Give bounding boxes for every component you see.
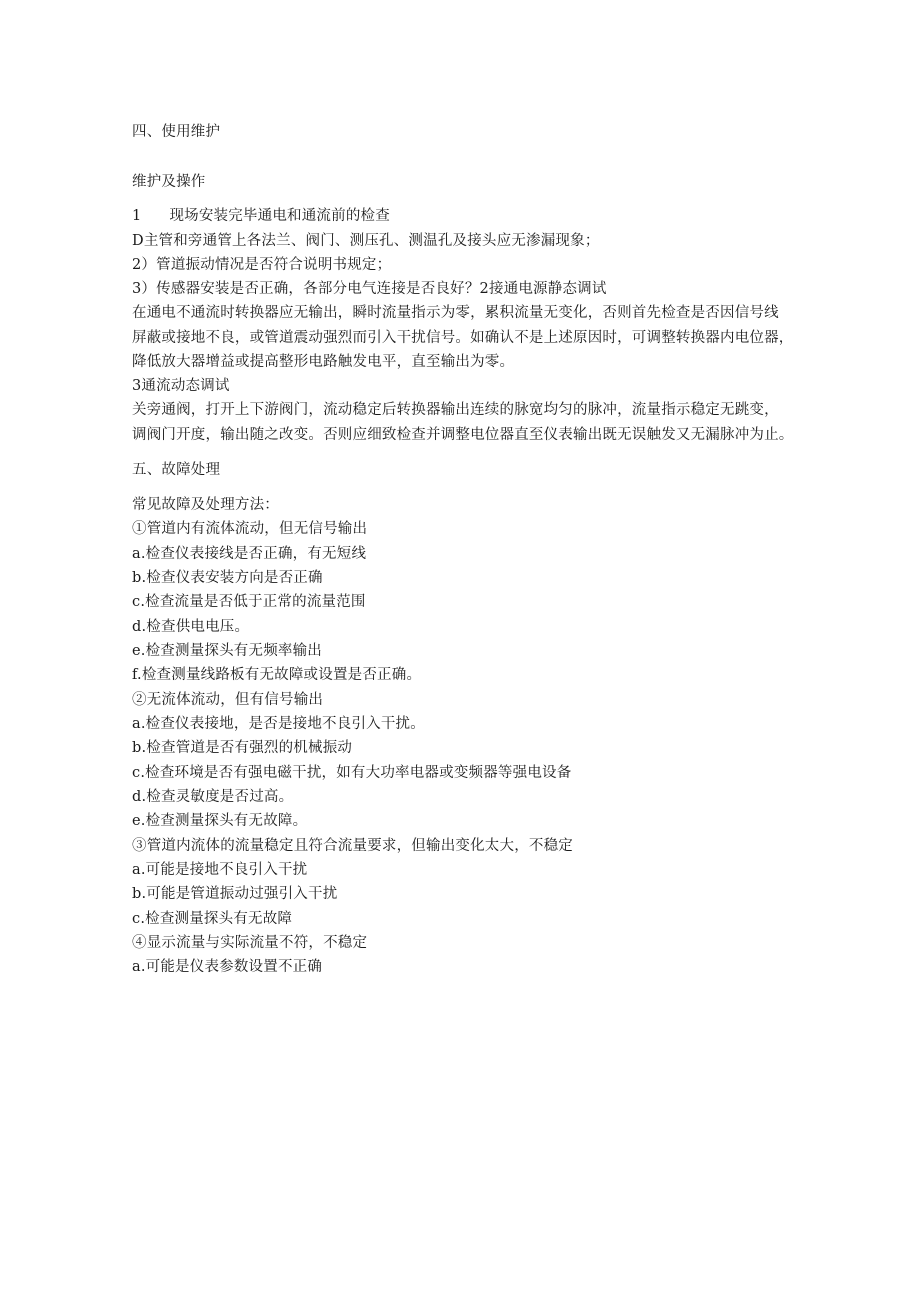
fault-line: c.检查测量探头有无故障 — [132, 911, 293, 927]
fault-line: ②无流体流动，但有信号输出 — [132, 692, 324, 708]
dynamic-test-paragraph-line-2: 调阀门开度，输出随之改变。否则应细致检查并调整电位器直至仪表输出既无误触发又无漏脉冲为止。 — [132, 427, 794, 443]
fault-line: b.检查仪表安装方向是否正确 — [132, 570, 323, 586]
fault-line: ①管道内有流体流动，但无信号输出 — [132, 521, 368, 537]
fault-line: a.可能是仪表参数设置不正确 — [132, 959, 323, 975]
fault-line: ④显示流量与实际流量不符，不稳定 — [132, 935, 368, 951]
section-4-title: 四、使用维护 — [132, 124, 221, 140]
fault-line: b.可能是管道振动过强引入干扰 — [132, 886, 338, 902]
static-test-paragraph-line-1: 在通电不通流时转换器应无输出，瞬时流量指示为零，累积流量无变化，否则首先检查是否因信号线 — [132, 305, 779, 321]
step-3-heading: 3通流动态调试 — [132, 378, 230, 394]
fault-line: e.检查测量探头有无故障。 — [132, 813, 308, 829]
check-line-2: 2）管道振动情况是否符合说明书规定； — [132, 257, 392, 273]
fault-line: ③管道内流体的流量稳定且符合流量要求，但输出变化太大，不稳定 — [132, 838, 573, 854]
fault-intro: 常见故障及处理方法： — [132, 497, 279, 513]
fault-line: a.检查仪表接线是否正确，有无短线 — [132, 546, 367, 562]
step-1-text: 现场安装完毕通电和通流前的检查 — [169, 208, 390, 224]
fault-line: f.检查测量线路板有无故障或设置是否正确。 — [132, 667, 422, 683]
static-test-paragraph-line-3: 降低放大器增益或提高整形电路触发电平，直至输出为零。 — [132, 354, 515, 370]
check-line-1: D主管和旁通管上各法兰、阀门、测压孔、测温孔及接头应无渗漏现象； — [132, 233, 600, 249]
step-1-heading — [132, 206, 390, 226]
fault-line: d.检查灵敏度是否过高。 — [132, 789, 294, 805]
static-test-paragraph-line-2: 屏蔽或接地不良，或管道震动强烈而引入干扰信号。如确认不是上述原因时，可调整转换器内电位器， — [132, 330, 794, 346]
fault-line: d.检查供电电压。 — [132, 619, 250, 635]
step-1-number: 1 — [132, 208, 142, 224]
fault-line: c.检查流量是否低于正常的流量范围 — [132, 594, 366, 610]
section-5-title: 五、故障处理 — [132, 462, 221, 478]
fault-line: b.检查管道是否有强烈的机械振动 — [132, 740, 353, 756]
dynamic-test-paragraph-line-1: 关旁通阀，打开上下游阀门，流动稳定后转换器输出连续的脉宽均匀的脉冲，流量指示稳定无跳变， — [132, 402, 779, 418]
fault-line: a.可能是接地不良引入干扰 — [132, 862, 308, 878]
fault-line: a.检查仪表接地，是否是接地不良引入干扰。 — [132, 716, 425, 732]
check-line-3: 3）传感器安装是否正确，各部分电气连接是否良好？2接通电源静态调试 — [132, 281, 607, 297]
fault-line: e.检查测量探头有无频率输出 — [132, 643, 322, 659]
section-4-subtitle: 维护及操作 — [132, 174, 206, 190]
fault-line: c.检查环境是否有强电磁干扰，如有大功率电器或变频器等强电设备 — [132, 765, 572, 781]
